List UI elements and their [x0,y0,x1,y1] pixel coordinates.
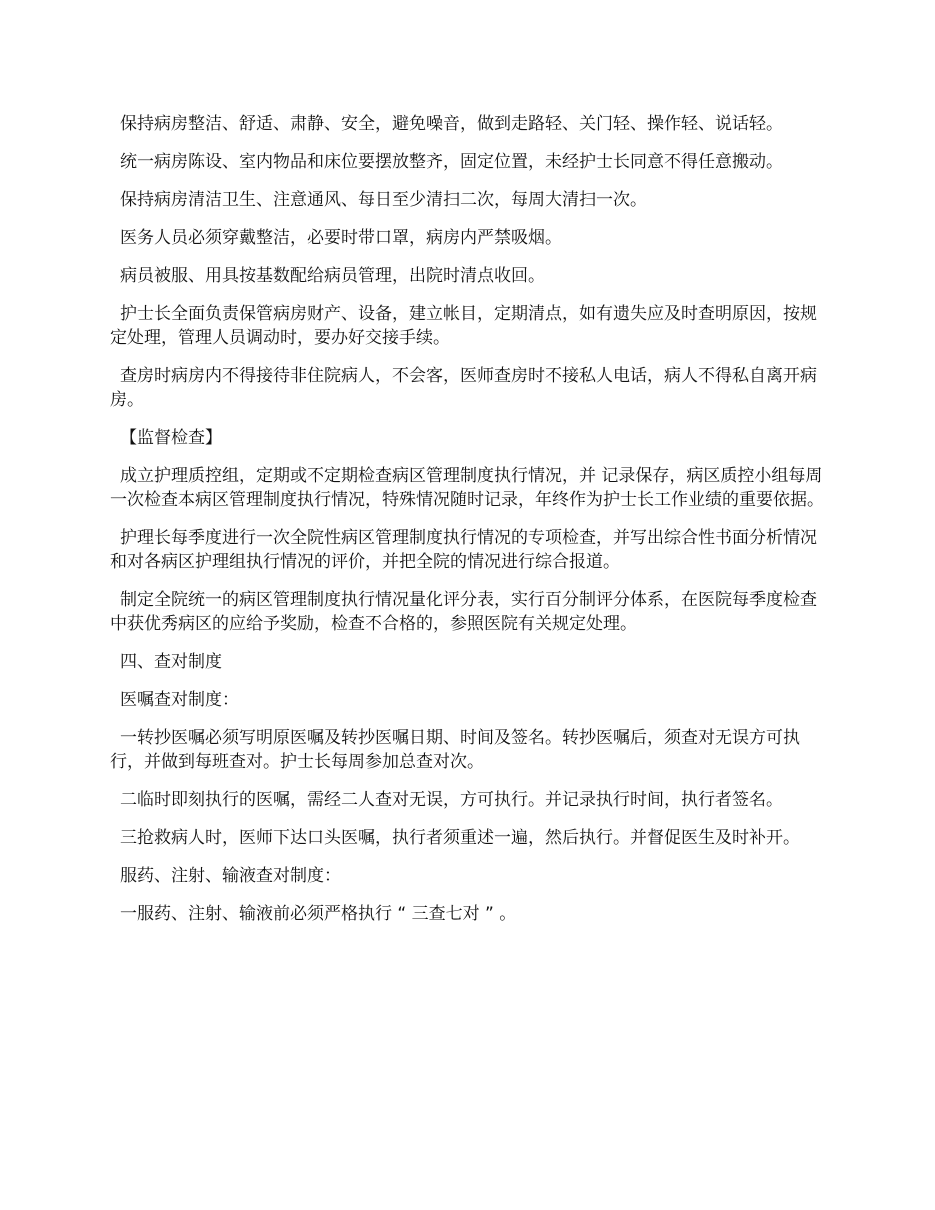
section-heading: 【监督检查】 [120,428,222,448]
paragraph: 三抢救病人时，医师下达口头医嘱，执行者须重述一遍，然后执行。并督促医生及时补开。 [120,828,800,848]
subsection-heading: 医嘱查对制度： [120,690,239,710]
document-body [110,112,830,940]
paragraph: 一转抄医嘱必须写明原医嘱及转抄医嘱日期、时间及签名。转抄医嘱后，须查对无误方可执行，并做到每班查对。护士长每周参加总查对次。 [110,728,800,772]
subsection-heading: 服药、注射、输液查对制度： [120,866,341,886]
paragraph: 病员被服、用具按基数配给病员管理，出院时清点收回。 [120,266,545,286]
paragraph: 保持病房整洁、舒适、肃静、安全，避免噪音，做到走路轻、关门轻、操作轻、说话轻。 [120,114,783,134]
paragraph: 查房时病房内不得接待非住院病人，不会客，医师查房时不接私人电话，病人不得私自离开病房。 [110,366,817,410]
paragraph: 二临时即刻执行的医嘱，需经二人查对无误，方可执行。并记录执行时间，执行者签名。 [120,790,783,810]
section-heading: 四、查对制度 [120,652,222,672]
paragraph: 护士长全面负责保管病房财产、设备，建立帐目，定期清点，如有遗失应及时查明原因，按规定处理，管理人员调动时，要办好交接手续。 [110,304,817,348]
paragraph: 医务人员必须穿戴整洁，必要时带口罩，病房内严禁吸烟。 [120,228,562,248]
paragraph: 护理长每季度进行一次全院性病区管理制度执行情况的专项检查，并写出综合性书面分析情况和对各病区护理组执行情况的评价，并把全院的情况进行综合报道。 [110,528,817,572]
paragraph: 保持病房清洁卫生、注意通风、每日至少清扫二次，每周大清扫一次。 [120,190,647,210]
paragraph: 成立护理质控组，定期或不定期检查病区管理制度执行情况，并 记录保存，病区质控小组每周一次检查本病区管理制度执行情况，特殊情况随时记录，年终作为护士长工作业绩的重要依据。 [110,466,824,510]
paragraph: 统一病房陈设、室内物品和床位要摆放整齐，固定位置，未经护士长同意不得任意搬动。 [120,152,783,172]
paragraph: 制定全院统一的病区管理制度执行情况量化评分表，实行百分制评分体系，在医院每季度检查中获优秀病区的应给予奖励，检查不合格的，参照医院有关规定处理。 [110,590,817,634]
paragraph: 一服药、注射、输液前必须严格执行 “ 三查七对 ” 。 [120,904,517,924]
